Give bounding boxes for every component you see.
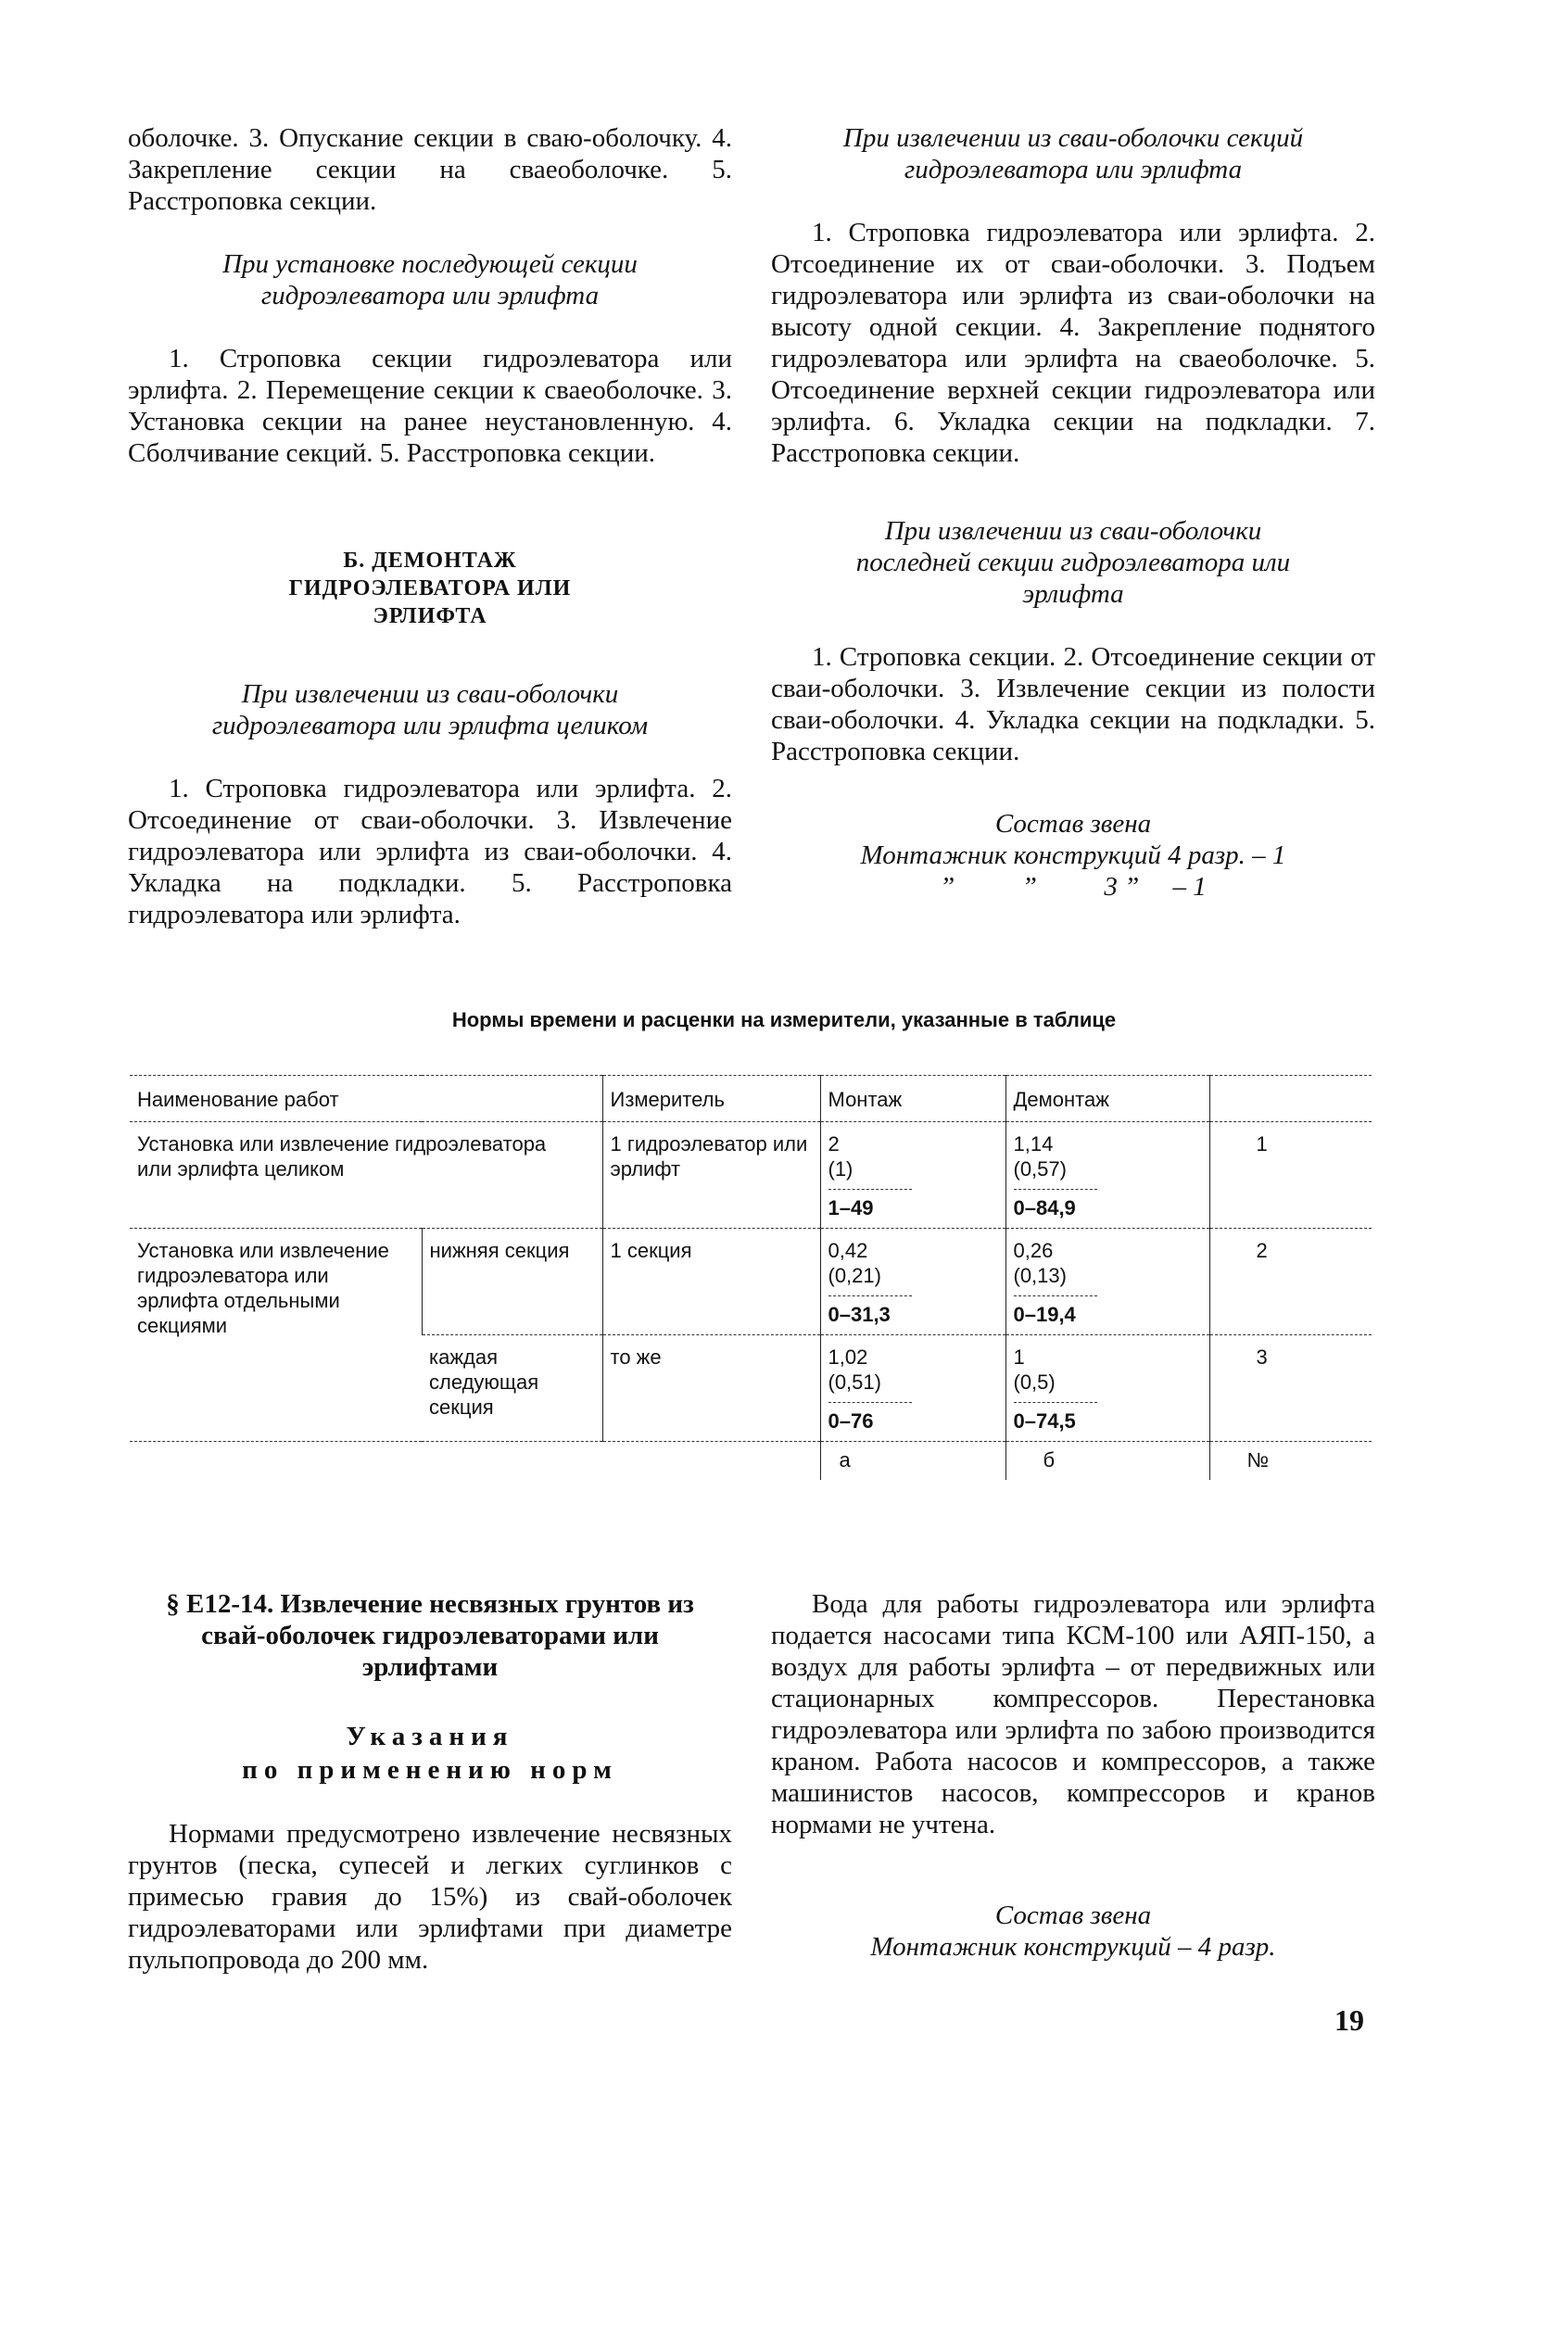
section-heading: Б. ДЕМОНТАЖ ГИДРОЭЛЕВАТОРА ИЛИ ЭРЛИФТА	[288, 549, 572, 628]
norms-table	[130, 1075, 1372, 1480]
subheading: При извлечении из сваи-оболочки секций гидроэлеватора или эрлифта	[842, 123, 1304, 184]
mount-price: 0–76	[828, 1402, 912, 1434]
unit: 1 гидроэлеватор или эрлифт	[602, 1122, 820, 1229]
group-name: Установка или извлечение гидроэлеватора или эрлифта отдельными секциями	[130, 1229, 422, 1442]
mount-value: 2 (1) 1–49	[820, 1122, 1005, 1229]
mount-price: 1–49	[828, 1189, 912, 1220]
row-number: 2	[1209, 1229, 1372, 1335]
table-row	[130, 1122, 1372, 1229]
crew-line: ” ” 3 ” – 1	[940, 872, 1207, 902]
subheading: При установке последующей секции гидроэлеватора или эрлифта	[222, 249, 638, 310]
table-row	[130, 1229, 1372, 1335]
sub-name: каждая следующая секция	[422, 1335, 602, 1442]
subheading: При извлечении из сваи-оболочки гидроэлеватора или эрлифта целиком	[211, 679, 649, 740]
footer-a: а	[820, 1442, 1005, 1481]
col-header-mount: Монтаж	[820, 1076, 1005, 1122]
page-number: 19	[1334, 2003, 1364, 2037]
table-caption: Нормы времени и расценки на измерители, указанные в таблице	[451, 1008, 1117, 1031]
crew-line: Монтажник конструкций – 4 разр.	[870, 1932, 1276, 1962]
col-header-name: Наименование работ	[130, 1076, 602, 1122]
subsection-title: по применению норм	[242, 1755, 618, 1785]
col-header-unit: Измеритель	[602, 1076, 820, 1122]
unit: то же	[602, 1335, 820, 1442]
subheading: При извлечении из сваи-оболочки последней секции гидроэлеватора или эрлифта	[855, 516, 1291, 609]
table-footer-row	[130, 1442, 1372, 1481]
dismount-value: 0,26 (0,13) 0–19,4	[1005, 1229, 1209, 1335]
mount-value: 1,02 (0,51) 0–76	[820, 1335, 1005, 1442]
footer-no: №	[1209, 1442, 1372, 1481]
paragraph: Нормами предусмотрено извлечение несвязных грунтов (песка, супесей и легких суглинков с примесью гравия до 15%) из свай-оболочек гидроэлеваторами или эрлифтами при диаметре пульпопровода до 200 мм.	[128, 1819, 732, 1975]
col-header-number	[1209, 1076, 1372, 1122]
paragraph: 1. Строповка секции гидроэлеватора или эрлифта. 2. Перемещение секции к сваеоболочке. 3. Установка секции на ранее неустановленную. 4. Сболчивание секций. 5. Расстроповка секции.	[128, 344, 732, 468]
paragraph: Вода для работы гидроэлеватора или эрлифта подается насосами типа КСМ-100 или АЯП-150, а воздух для работы эрлифта – от передвижных или стационарных компрессоров. Перестановка гидроэлеватора или эрлифта по забою производится краном. Работа насосов и компрессоров, а также машинистов насосов, компрессоров и кранов нормами не учтена.	[771, 1589, 1375, 1839]
mount-value: 0,42 (0,21) 0–31,3	[820, 1229, 1005, 1335]
left-column-bottom	[128, 1588, 732, 1976]
crew-title: Состав звена	[994, 1901, 1152, 1930]
dismount-value: 1 (0,5) 0–74,5	[1005, 1335, 1209, 1442]
subsection-title: Указания	[346, 1722, 514, 1751]
right-column-bottom	[771, 1588, 1375, 1963]
left-column-top	[128, 122, 732, 930]
paragraph: 1. Строповка гидроэлеватора или эрлифта. 2. Отсоединение их от сваи-оболочки. 3. Подъем гидроэлеватора или эрлифта из сваи-оболочки на высоту одной секции. 4. Закрепление поднятого гидроэлеватора или эрлифта на сваеоболочке. 5. Отсоединение верхней секции гидроэлеватора или эрлифта. 6. Укладка секции на подкладки. 7. Расстроповка секции.	[771, 218, 1375, 468]
row-number: 1	[1209, 1122, 1372, 1229]
paragraph: 1. Строповка гидроэлеватора или эрлифта. 2. Отсоединение от сваи-оболочки. 3. Извлечение гидроэлеватора или эрлифта из сваи-оболочки. 4. Укладка на подкладки. 5. Расстроповка гидроэлеватора или эрлифта.	[128, 774, 732, 929]
crew-title: Состав звена	[994, 809, 1152, 839]
dismount-price: 0–84,9	[1014, 1189, 1097, 1220]
paragraph: оболочке. 3. Опускание секции в сваю-оболочку. 4. Закрепление секции на сваеоболочке. 5. Расстроповка секции.	[128, 123, 732, 216]
right-column-top	[771, 122, 1375, 903]
crew-line: Монтажник конструкций 4 разр. – 1	[860, 840, 1286, 870]
work-name: Установка или извлечение гидроэлеватора или эрлифта целиком	[130, 1122, 602, 1229]
paragraph: 1. Строповка секции. 2. Отсоединение секции от сваи-оболочки. 3. Извлечение секции из полости сваи-оболочки. 4. Укладка секции на подкладки. 5. Расстроповка секции.	[771, 642, 1375, 766]
section-title: § Е12-14. Извлечение несвязных грунтов из свай-оболочек гидроэлеваторами или эрлифтами	[166, 1589, 694, 1682]
dismount-price: 0–19,4	[1014, 1295, 1097, 1327]
dismount-value: 1,14 (0,57) 0–84,9	[1005, 1122, 1209, 1229]
unit: 1 секция	[602, 1229, 820, 1335]
footer-b: б	[1005, 1442, 1209, 1481]
row-number: 3	[1209, 1335, 1372, 1442]
sub-name: нижняя секция	[422, 1229, 602, 1335]
mount-price: 0–31,3	[828, 1295, 912, 1327]
table-header-row	[130, 1076, 1372, 1122]
dismount-price: 0–74,5	[1014, 1402, 1097, 1434]
col-header-dismount: Демонтаж	[1005, 1076, 1209, 1122]
